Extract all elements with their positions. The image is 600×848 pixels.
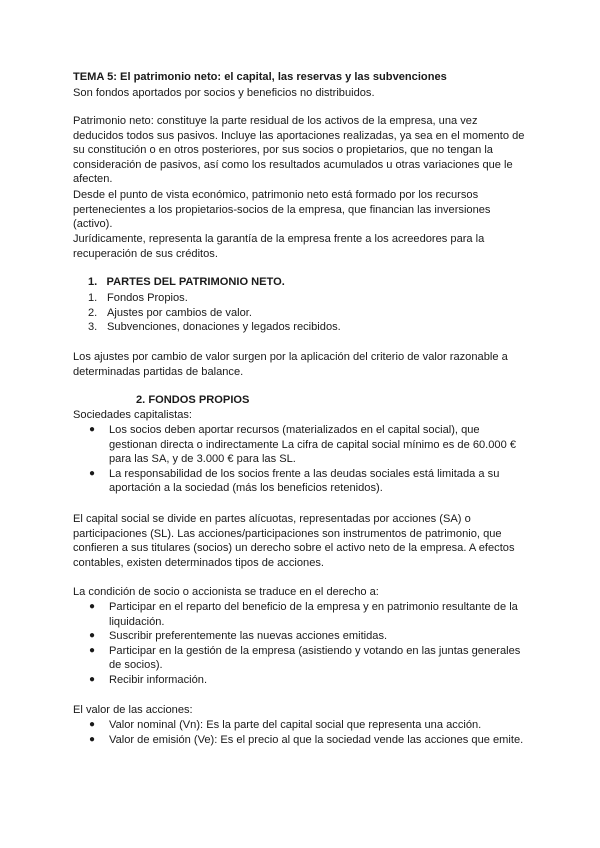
bullet-icon: ● xyxy=(89,644,96,656)
list-item: ● Suscribir preferentemente las nuevas acciones emitidas. xyxy=(89,630,388,643)
share-values-list xyxy=(73,718,528,747)
definition-paragraph: Patrimonio neto: constituye la parte residual de los activos de la empresa, una vez deducidos todos sus pasivos. Incluye las aportaciones realizadas, ya sea en el momento de su constitución o en otros posteriores, por sus socios o propietarios, que no tengan la consideración de pasivos, así como los resultados acumulados u otras variaciones que le afecten. xyxy=(73,115,525,186)
list-item: ● Valor nominal (Vn): Es la parte del capital social que representa una acción. xyxy=(89,719,482,731)
list-item: ● Recibir información. xyxy=(89,673,208,686)
bullet-icon: ● xyxy=(89,673,96,685)
bullet-icon: ● xyxy=(89,719,96,730)
section-1-number: 1. xyxy=(88,276,98,288)
section-2-heading: 2. FONDOS PROPIOS xyxy=(136,394,250,406)
bullet-icon: ● xyxy=(89,467,96,479)
list-item: ● Valor de emisión (Ve): Es el precio al que la sociedad vende las acciones que emite. xyxy=(89,733,524,746)
bullet-icon: ● xyxy=(89,424,96,435)
values-intro: El valor de las acciones: xyxy=(73,704,193,716)
patrimonio-parts-list xyxy=(73,291,528,335)
list-item: 2. Ajustes por cambios de valor. xyxy=(88,306,252,319)
section-1-heading xyxy=(73,275,528,290)
list-item: ● Participar en la gestión de la empresa (asistiendo y votando en las juntas generales de socios). xyxy=(89,644,521,672)
list-item: 1. Fondos Propios. xyxy=(88,292,188,304)
list-item: 3. Subvenciones, donaciones y legados recibidos. xyxy=(88,321,341,334)
list-item: ● Participar en el reparto del beneficio de la empresa y en patrimonio resultante de la liquidación. xyxy=(89,601,518,628)
document-title: TEMA 5: El patrimonio neto: el capital, las reservas y las subvenciones xyxy=(73,71,447,83)
section-2-subheading: Sociedades capitalistas: xyxy=(73,409,193,421)
economic-paragraph: Desde el punto de vista económico, patrimonio neto está formado por los recursos pertenecientes a los propietarios-socios de la empresa, que financian las inversiones (activo). xyxy=(73,189,491,231)
capitalist-companies-list xyxy=(73,423,528,496)
intro-paragraph: Son fondos aportados por socios y beneficios no distribuidos. xyxy=(73,87,375,99)
bullet-icon: ● xyxy=(89,733,96,745)
section-1-heading-text: PARTES DEL PATRIMONIO NETO. xyxy=(106,276,285,288)
rights-intro: La condición de socio o accionista se traduce en el derecho a: xyxy=(73,586,379,598)
list-item: ● La responsabilidad de los socios frente a las deudas sociales está limitada a su aportación a la sociedad (más los beneficios retenidos). xyxy=(89,467,500,495)
rights-list xyxy=(73,600,528,688)
bullet-icon: ● xyxy=(89,601,96,612)
list-item: ● Los socios deben aportar recursos (materializados en el capital social), que gestionan directa o indirectamente La cifra de capital social mínimo es de 60.000 € para las SA, y de 3.000 € para las SL. xyxy=(89,424,517,466)
legal-paragraph: Jurídicamente, representa la garantía de la empresa frente a los acreedores para la recuperación de sus créditos. xyxy=(73,233,485,260)
capital-social-paragraph: El capital social se divide en partes alícuotas, representadas por acciones (SA) o participaciones (SL). Las acciones/participaciones son instrumentos de patrimonio, que confieren a sus titulares (socios) un derecho sobre el activo neto de la empresa. A efectos contables, existen determinados tipos de acciones. xyxy=(73,513,515,569)
adjustments-paragraph: Los ajustes por cambio de valor surgen por la aplicación del criterio de valor razonable a determinadas partidas de balance. xyxy=(73,351,508,378)
bullet-icon: ● xyxy=(89,630,96,642)
